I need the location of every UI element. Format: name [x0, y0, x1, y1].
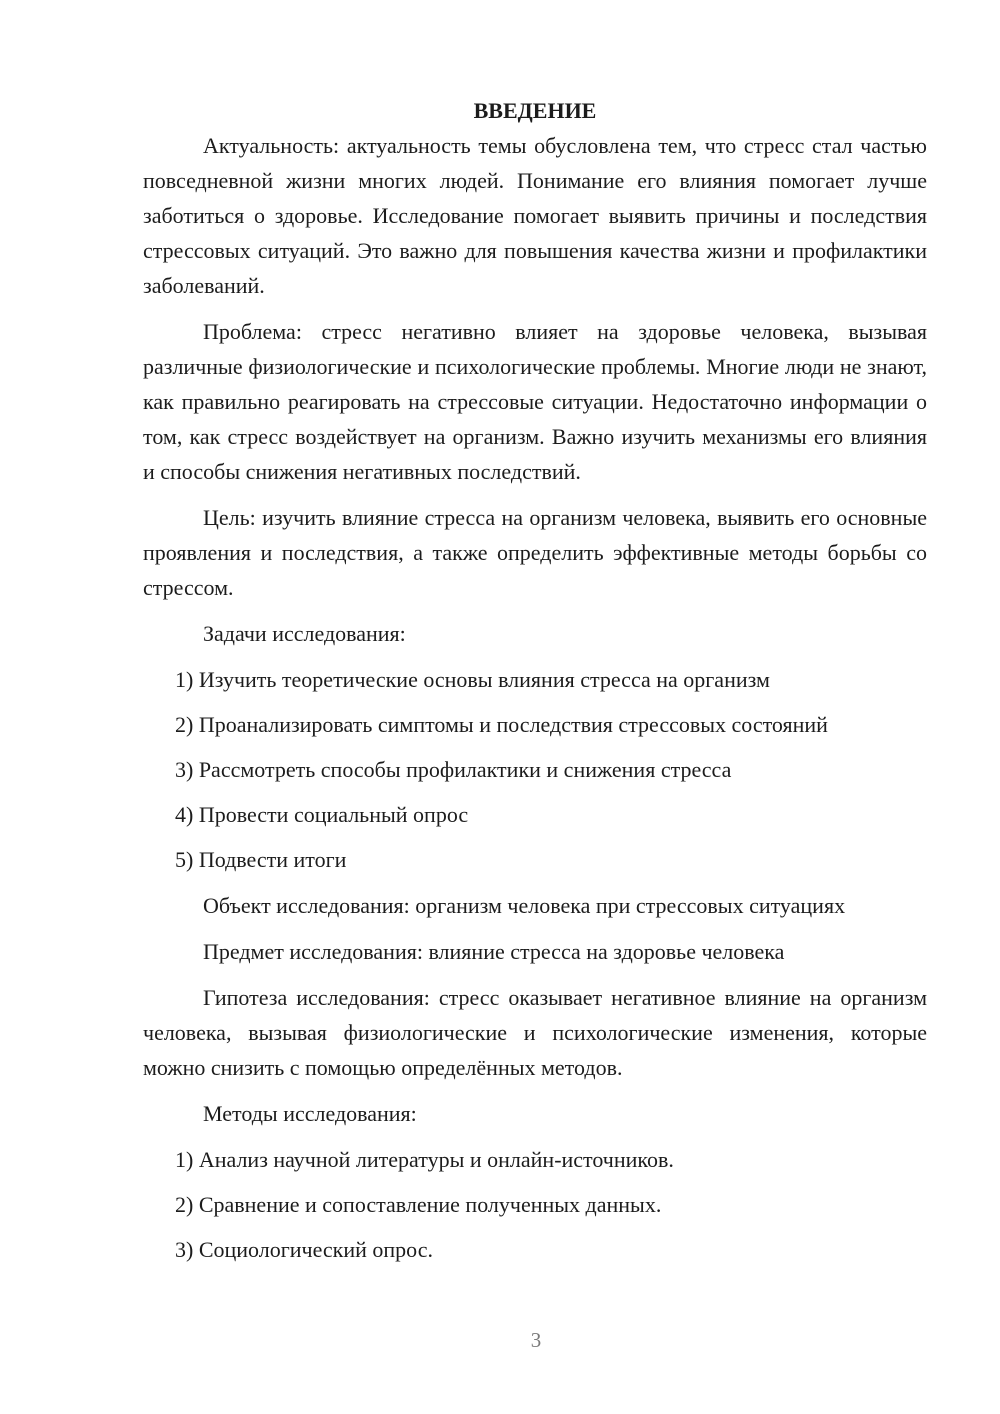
list-item: 2) Проанализировать симптомы и последствия стрессовых состояний: [175, 712, 828, 737]
section-title: ВВЕДЕНИЕ: [473, 98, 597, 123]
list-item: 5) Подвести итоги: [175, 847, 347, 872]
tasks-heading: Задачи исследования:: [203, 621, 406, 646]
methods-list: [143, 1142, 927, 1267]
methods-heading: Методы исследования:: [203, 1101, 417, 1126]
list-item: 3) Социологический опрос.: [175, 1237, 433, 1262]
goal-paragraph: Цель: изучить влияние стресса на организм человека, выявить его основные проявления и последствия, а также определить эффективные методы борьбы со стрессом.: [143, 505, 927, 600]
subject-line: Предмет исследования: влияние стресса на здоровье человека: [203, 939, 785, 964]
tasks-list: [143, 662, 927, 877]
page-number: 3: [530, 1328, 542, 1352]
object-line: Объект исследования: организм человека при стрессовых ситуациях: [203, 893, 846, 918]
relevance-paragraph: Актуальность: актуальность темы обусловлена тем, что стресс стал частью повседневной жизни многих людей. Понимание его влияния помогает лучше заботиться о здоровье. Исследование помогает выявить причины и последствия стрессовых ситуаций. Это важно для повышения качества жизни и профилактики заболеваний.: [143, 133, 927, 298]
hypothesis-paragraph: Гипотеза исследования: стресс оказывает негативное влияние на организм человека, вызывая физиологические и психологические изменения, которые можно снизить с помощью определённых методов.: [143, 985, 927, 1080]
list-item: 4) Провести социальный опрос: [175, 802, 469, 827]
problem-paragraph: Проблема: стресс негативно влияет на здоровье человека, вызывая различные физиологические и психологические проблемы. Многие люди не знают, как правильно реагировать на стрессовые ситуации. Недостаточно информации о том, как стресс воздействует на организм. Важно изучить механизмы его влияния и способы снижения негативных последствий.: [143, 319, 927, 484]
list-item: 2) Сравнение и сопоставление полученных данных.: [175, 1192, 662, 1217]
list-item: 3) Рассмотреть способы профилактики и снижения стресса: [175, 757, 732, 782]
list-item: 1) Анализ научной литературы и онлайн-источников.: [175, 1147, 674, 1172]
document-page: [143, 93, 927, 1267]
list-item: 1) Изучить теоретические основы влияния стресса на организм: [175, 667, 770, 692]
